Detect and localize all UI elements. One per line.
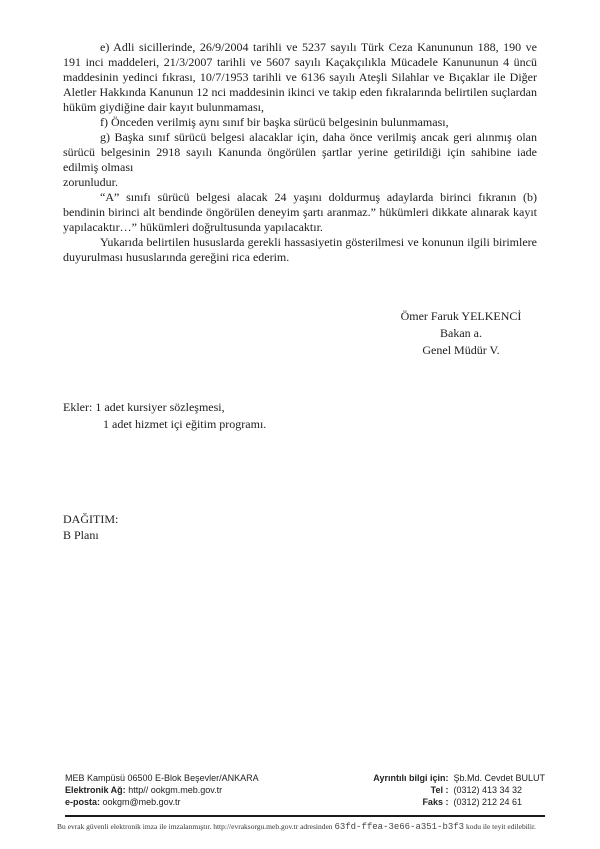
footer-email-label: e-posta: <box>65 797 101 807</box>
paragraph-g: g) Başka sınıf sürücü belgesi alacaklar için, daha önce verilmiş ancak geri alınmış olan sürücü belgesinin 2918 sayılı Kanunda öngörülen şartlar yerine getirildiği için sahibine iade edilmiş olması <box>63 130 537 174</box>
distribution-heading: DAĞITIM: <box>63 512 119 526</box>
footer-address-block <box>65 772 259 808</box>
paragraph-a-sinifi-quote: “A” sınıfı sürücü belgesi alacak 24 yaşını doldurmuş adaylarda birinci fıkranın (b) bendinin birinci alt bendinde öngörülen deneyim şartı aranmaz.” hükümleri dikkate alınarak kayıt yapılacaktır…” hükümleri doğrultusunda yapılacaktır. <box>63 190 537 234</box>
distribution-block <box>63 511 118 543</box>
attachments-block <box>63 399 266 433</box>
letter-body <box>63 40 537 265</box>
verification-code: 63fd-ffea-3e66-a351-b3f3 <box>334 822 465 832</box>
footer-email-value: ookgm@meb.gov.tr <box>100 797 181 807</box>
footer-fax-label: Faks : <box>422 797 449 807</box>
paragraph-e: e) Adli sicillerinde, 26/9/2004 tarihli ve 5237 sayılı Türk Ceza Kanununun 188, 190 ve 191 inci maddeleri, 21/3/2007 tarihli ve 5607 sayılı Kaçakçılıkla Mücadele Kanununun 4 üncü maddesinin yedinci fıkrası, 10/7/1953 tarihli ve 6136 sayılı Ateşli Silahlar ve Bıçaklar ile Diğer Aletler Hakkında Kanunun 12 nci maddesinin ikinci ve takip eden fıkralarında belirtilen suçlardan hüküm giydiğine dair kayıt bulunmaması, <box>63 40 537 114</box>
paragraph-f: f) Önceden verilmiş aynı sınıf bir başka sürücü belgesinin bulunmaması, <box>100 115 449 129</box>
footer-fax-value: (0312) 212 24 61 <box>453 797 523 807</box>
verification-suffix: kodu ile teyit edilebilir. <box>464 822 536 831</box>
paragraph-closing-request: Yukarıda belirtilen hususlarda gerekli hassasiyetin gösterilmesi ve konunun ilgili birimlere duyurulması hususlarında gereğini rica ederim. <box>63 235 537 264</box>
footer-tel-value: (0312) 413 34 32 <box>453 785 523 795</box>
paragraph-zorunludur: zorunludur. <box>63 175 118 189</box>
footer-tel-label: Tel : <box>430 785 449 795</box>
e-signature-verification-line <box>57 822 536 832</box>
signer-title-2: Genel Müdür V. <box>422 343 500 357</box>
signer-name: Ömer Faruk YELKENCİ <box>400 309 522 323</box>
signature-block <box>350 308 572 359</box>
verification-prefix: Bu evrak güvenli elektronik imza ile imzalanmıştır. http://evraksorgu.meb.gov.tr adresinden <box>57 822 335 831</box>
footer-network-value: http// ookgm.meb.gov.tr <box>125 785 223 795</box>
footer-network-line <box>65 784 259 796</box>
distribution-item: B Planı <box>63 528 99 542</box>
footer-contact-label: Ayrıntılı bilgi için: <box>373 773 449 783</box>
footer-email-line <box>65 796 259 808</box>
footer-divider-rule <box>65 815 545 817</box>
signer-title-1: Bakan a. <box>440 326 482 340</box>
attachment-line-1: Ekler: 1 adet kursiyer sözleşmesi, <box>63 400 225 414</box>
footer-contact-block <box>373 772 545 808</box>
attachment-line-2: 1 adet hizmet içi eğitim programı. <box>103 417 267 431</box>
footer-network-label: Elektronik Ağ: <box>65 785 126 795</box>
footer-contact-value: Şb.Md. Cevdet BULUT <box>453 773 545 783</box>
footer-address: MEB Kampüsü 06500 E-Blok Beşevler/ANKARA <box>65 773 259 783</box>
